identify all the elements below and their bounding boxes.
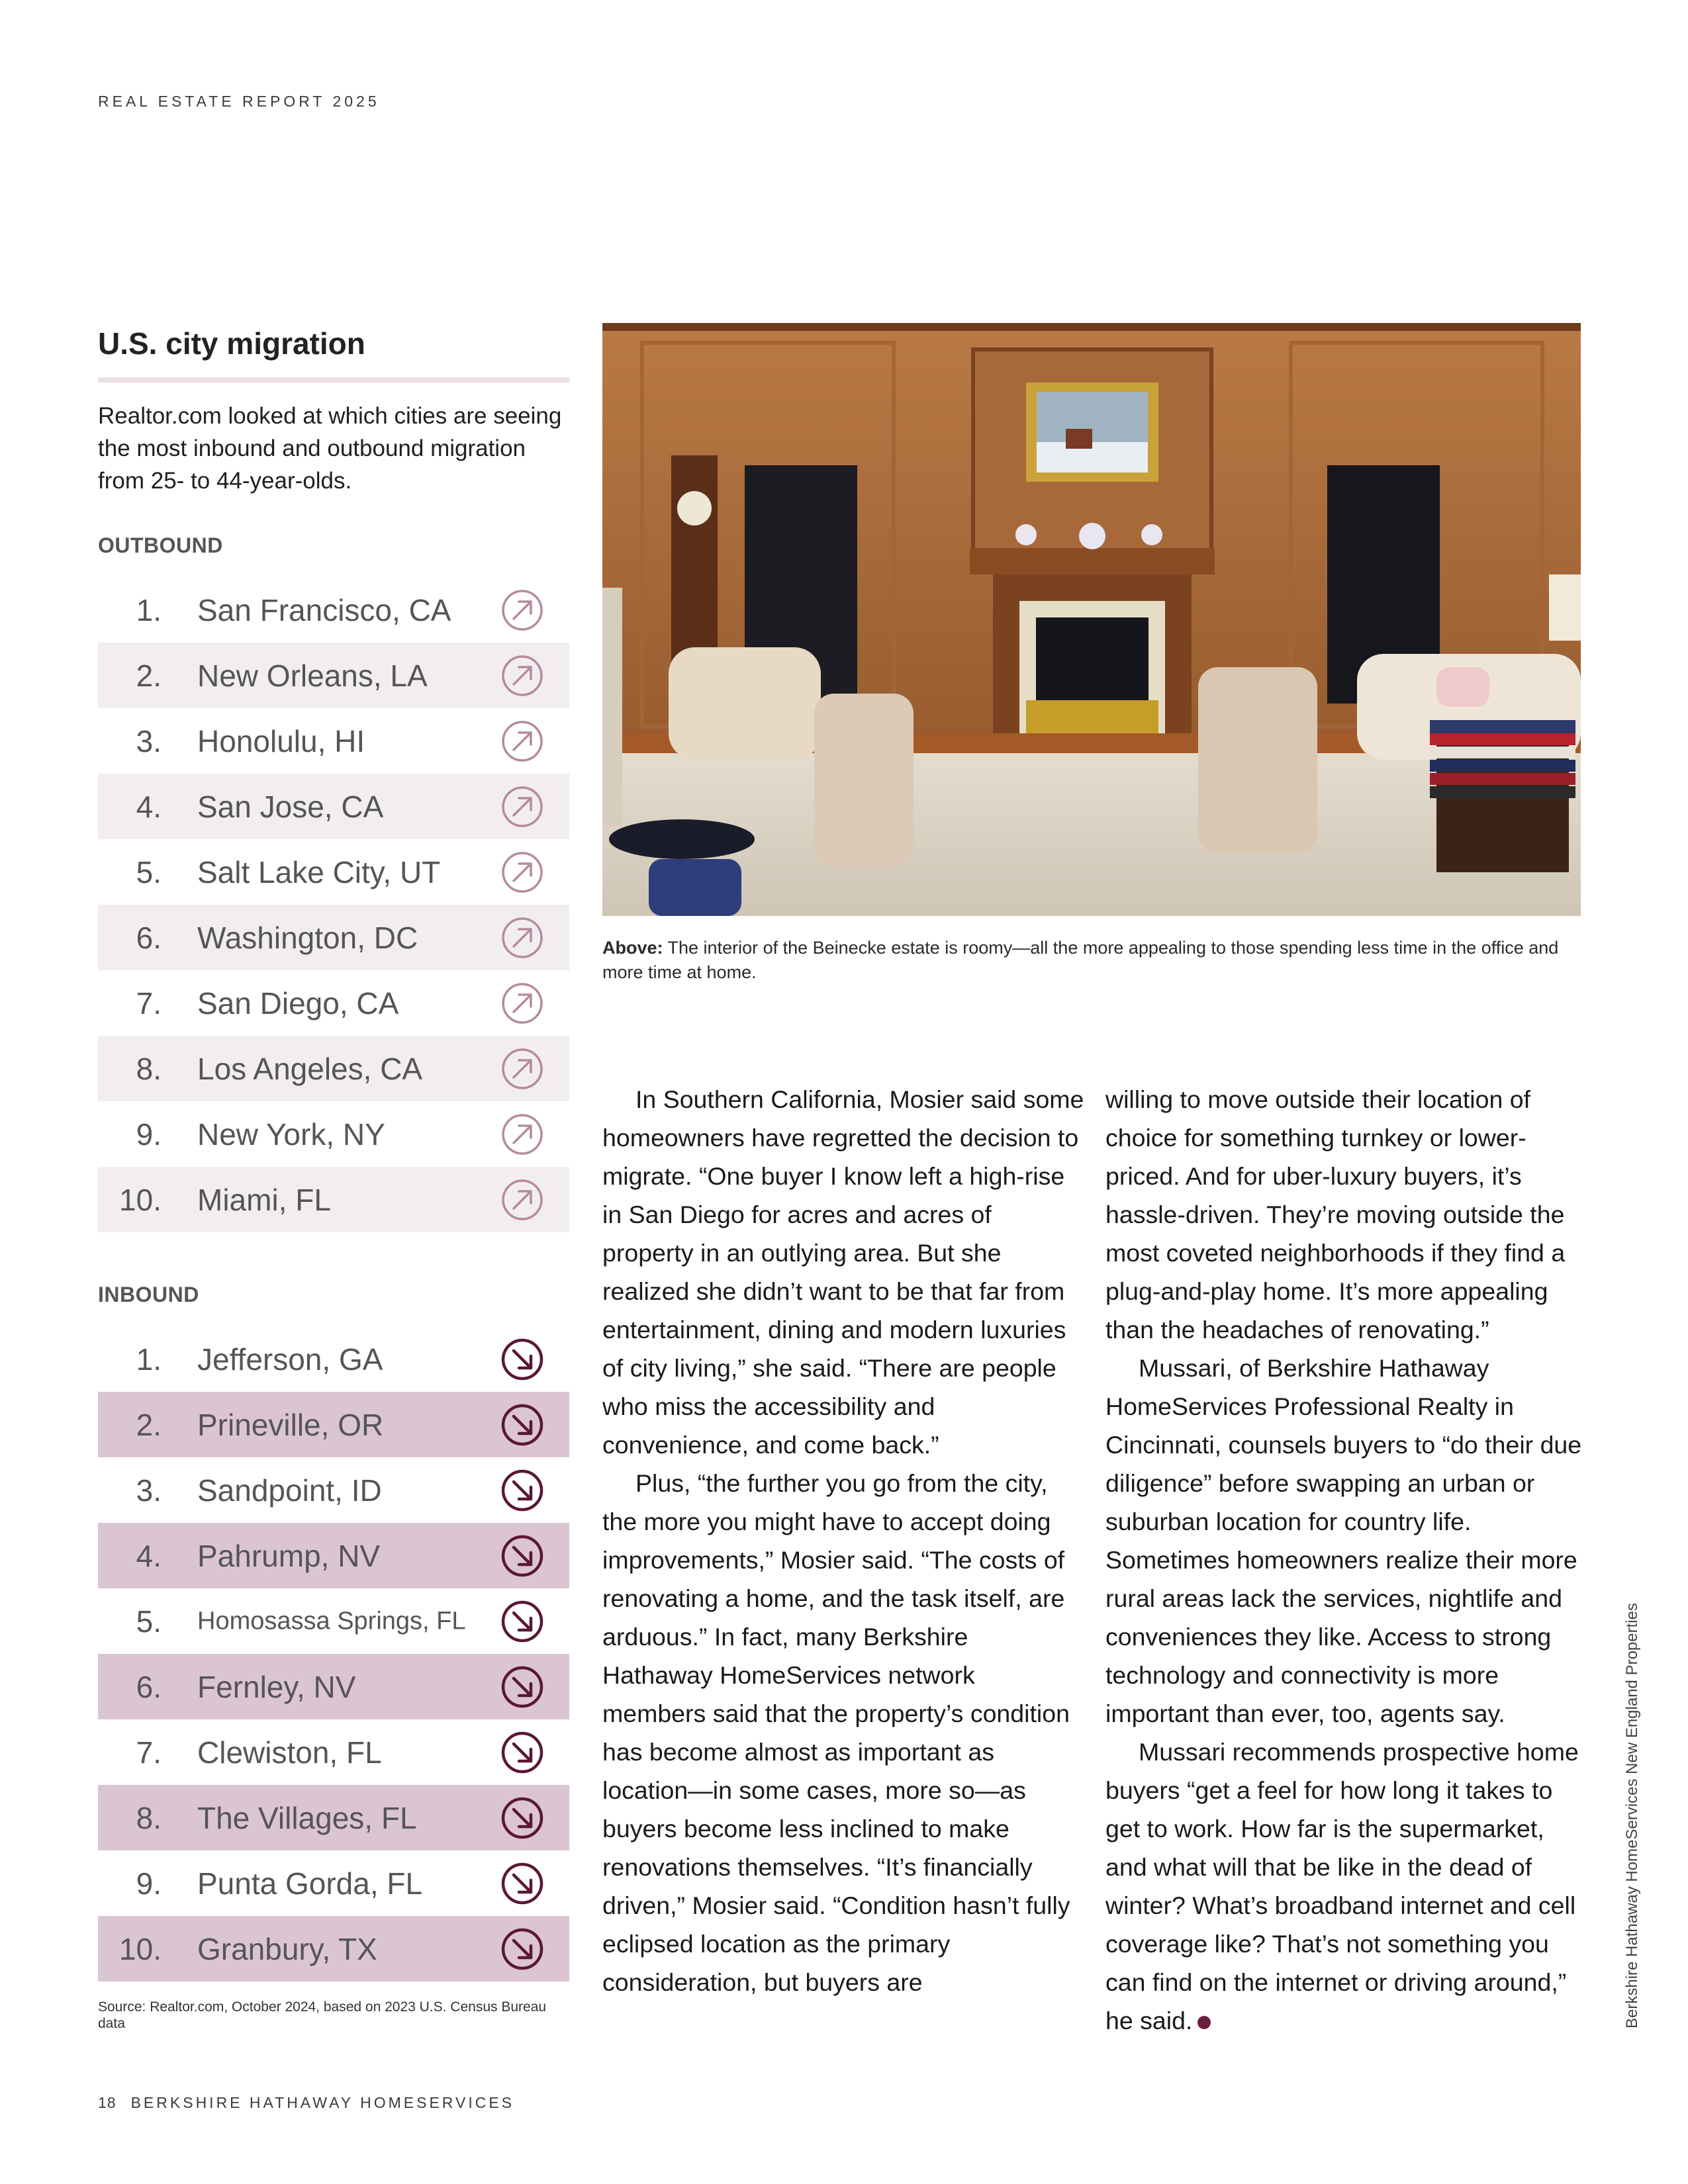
rank-row [98,1916,569,1981]
rank-row [98,1523,569,1588]
panel-title: U.S. city migration [98,326,365,361]
city-name: Washington, DC [197,920,418,955]
rank-number: 8. [136,1800,162,1835]
panel-intro: Realtor.com looked at which cities are seeing the most inbound and outbound migration from 25- to 44-year-olds. [98,403,562,494]
city-name: Granbury, TX [197,1931,377,1966]
title-divider [98,377,569,383]
rank-row [98,1101,569,1167]
article-column-left [602,1080,1084,2001]
article-paragraph: In Southern California, Mosier said some homeowners have regretted the decision to migrate. “One buyer I know left a high-rise in San Diego for acres and acres of property in an outlying area. But she realized she didn’t want to be that far from entertainment, dining and modern luxuries of city living,” she said. “There are people who miss the accessibility and convenience, and come back.” [602,1085,1084,1459]
arrow-down-right-icon [500,1862,544,1905]
city-migration-panel [98,323,569,2031]
city-name: New York, NY [197,1116,385,1152]
city-name: San Diego, CA [197,985,399,1021]
rank-number: 3. [136,1473,162,1508]
rank-number: 9. [136,1866,162,1901]
arrow-up-right-icon [500,785,544,829]
source-note: Source: Realtor.com, October 2024, based on 2023 U.S. Census Bureau data [98,1999,547,2031]
rank-row [98,1719,569,1785]
outbound-heading: OUTBOUND [98,533,223,557]
city-name: Miami, FL [197,1182,331,1217]
article-paragraph-last [1105,1733,1589,2040]
arrow-down-right-icon [500,1600,544,1643]
rank-number: 10. [119,1182,162,1217]
inbound-heading: INBOUND [98,1283,199,1306]
city-name: Clewiston, FL [197,1735,382,1770]
arrow-up-right-icon [500,1047,544,1091]
city-name: The Villages, FL [197,1800,417,1835]
arrow-up-right-icon [500,850,544,894]
arrow-down-right-icon [500,1403,544,1447]
page-footer [98,2094,514,2112]
arrow-up-right-icon [500,1178,544,1222]
page-number: 18 [98,2094,117,2111]
rank-row [98,643,569,708]
rank-row [98,1654,569,1719]
rank-row [98,905,569,970]
rank-row [98,1167,569,1232]
city-name: Punta Gorda, FL [197,1866,423,1901]
rank-number: 4. [136,1538,162,1573]
arrow-down-right-icon [500,1338,544,1381]
arrow-down-right-icon [500,1796,544,1840]
arrow-up-right-icon [500,654,544,698]
rank-number: 2. [136,1407,162,1442]
arrow-up-right-icon [500,1113,544,1156]
photo-caption [602,936,1581,985]
city-name: Pahrump, NV [197,1538,381,1573]
rank-number: 1. [136,592,162,627]
arrow-down-right-icon [500,1534,544,1578]
vertical-side-text: Berkshire Hathaway HomeServices New England Properties [1623,1603,1641,2028]
arrow-down-right-icon [500,1469,544,1512]
inbound-list [98,1326,569,1981]
rank-number: 1. [136,1342,162,1377]
rank-number: 9. [136,1116,162,1152]
rank-row [98,1785,569,1850]
rank-row [98,1588,569,1654]
rank-number: 6. [136,920,162,955]
end-mark-icon [1197,2016,1211,2029]
rank-row [98,1392,569,1457]
city-name: San Jose, CA [197,789,384,824]
city-name: Prineville, OR [197,1407,384,1442]
article-paragraph-continued: willing to move outside their location of choice for something turnkey or lower-priced. And for uber-luxury buyers, it’s hassle-driven. They’re moving outside the most coveted neighborhoods if they find a plug-and-play home. It’s more appealing than the headaches of renovating.” [1105,1085,1566,1343]
city-name: Los Angeles, CA [197,1051,423,1086]
arrow-up-right-icon [500,588,544,632]
rank-row [98,774,569,839]
rank-number: 4. [136,789,162,824]
rank-row [98,1036,569,1101]
arrow-up-right-icon [500,916,544,960]
outbound-list [98,577,569,1232]
rank-number: 5. [136,1604,162,1639]
rank-number: 3. [136,723,162,758]
arrow-up-right-icon [500,981,544,1025]
rank-row [98,577,569,643]
city-name: Homosassa Springs, FL [197,1607,466,1635]
article-paragraph: Plus, “the further you go from the city, the more you might have to accept doing improvements,” Mosier said. “The costs of renovating a home, and the task itself, are arduous.” In fact, many Berkshire Hathaway HomeServices network members said that the property’s condition has become almost as important as location—in some cases, more so—as buyers become less inclined to make renovations themselves. “It’s financially driven,” Mosier said. “Condition hasn’t fully eclipsed location as the primary consideration, but buyers are [602,1469,1070,1996]
article-paragraph: Mussari, of Berkshire Hathaway HomeServices Professional Realty in Cincinnati, counsels buyers to “do their due diligence” before swapping an urban or suburban location for country life. Sometimes homeowners realize their more rural areas lack the services, nightlife and conveniences they like. Access to strong technology and connectivity is more important than ever, too, agents say. [1105,1354,1582,1727]
city-name: Jefferson, GA [197,1342,383,1377]
article-column-right [1105,1080,1589,2040]
caption-label: Above: [602,938,663,958]
article-paragraph-text: Mussari recommends prospective home buyers “get a feel for how long it takes to get to work. How far is the supermarket, and what will that be like in the dead of winter? What’s broadband internet and cell coverage like? That’s not something you can find on the internet or driving around,” he said. [1105,1738,1579,2034]
rank-number: 7. [136,985,162,1021]
city-name: Fernley, NV [197,1669,356,1704]
rank-row [98,1850,569,1916]
rank-number: 6. [136,1669,162,1704]
rank-row [98,708,569,774]
city-name: San Francisco, CA [197,592,451,627]
city-name: New Orleans, LA [197,658,428,693]
city-name: Sandpoint, ID [197,1473,382,1508]
rank-number: 10. [119,1931,162,1966]
arrow-down-right-icon [500,1731,544,1774]
rank-row [98,970,569,1036]
city-name: Honolulu, HI [197,723,365,758]
rank-number: 7. [136,1735,162,1770]
rank-row [98,839,569,905]
rank-number: 5. [136,854,162,889]
rank-number: 2. [136,658,162,693]
estate-interior-photo [602,323,1581,916]
arrow-down-right-icon [500,1927,544,1971]
rank-row [98,1326,569,1392]
arrow-up-right-icon [500,719,544,763]
rank-row [98,1457,569,1523]
rank-number: 8. [136,1051,162,1086]
report-header: REAL ESTATE REPORT 2025 [98,93,380,110]
caption-text: The interior of the Beinecke estate is roomy—all the more appealing to those spending less time in the office and more time at home. [602,938,1559,982]
city-name: Salt Lake City, UT [197,854,441,889]
arrow-down-right-icon [500,1665,544,1709]
footer-brand: BERKSHIRE HATHAWAY HOMESERVICES [130,2094,515,2111]
